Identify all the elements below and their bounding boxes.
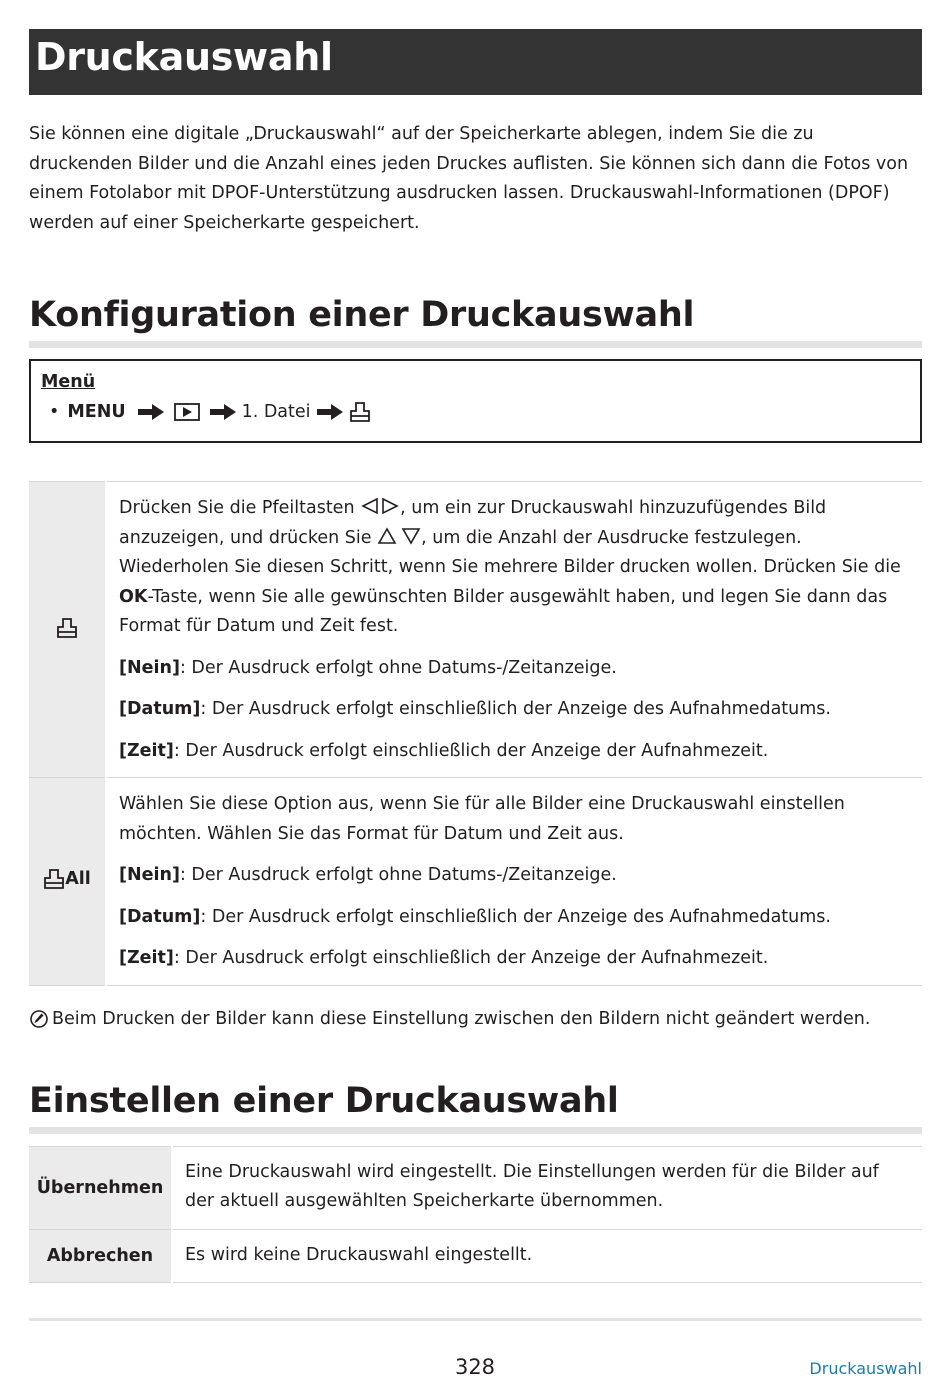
menu-key: MENU bbox=[67, 402, 126, 422]
item-label: [Datum] bbox=[119, 906, 201, 927]
bullet: • bbox=[49, 402, 60, 422]
playback-icon bbox=[174, 403, 200, 421]
item-text: : Der Ausdruck erfolgt einschließlich der Anzeige des Aufnahmedatums. bbox=[200, 699, 831, 719]
item-text: : Der Ausdruck erfolgt einschließlich der Anzeige des Aufnahmedatums. bbox=[200, 906, 831, 927]
note-icon bbox=[29, 1009, 49, 1029]
option-paragraph bbox=[119, 494, 912, 642]
page-title: Druckauswahl bbox=[29, 29, 922, 95]
menu-step: 1. Datei bbox=[241, 402, 311, 422]
text-fragment: , um ein zur Druckauswahl hinzuzufügendes Bild anzuzeigen, und drücken Sie bbox=[119, 498, 827, 548]
left-right-arrows-icon bbox=[360, 497, 400, 515]
item-label: [Nein] bbox=[119, 865, 180, 885]
up-down-arrows-icon bbox=[377, 527, 421, 545]
intro-paragraph: Sie können eine digitale „Druckauswahl“ auf der Speicherkarte ablegen, indem Sie die zu druckenden Bilder und die Anzahl eines jeden Druckes auflisten. Sie können sich dann die Fotos von einem Fotolabor mit DPOF-Unterstützung ausdrucken lassen. Druckauswahl-Informationen (DPOF) werden auf einer Speicherkarte gespeichert. bbox=[29, 124, 909, 233]
option-item bbox=[119, 861, 912, 891]
note bbox=[29, 1009, 922, 1029]
item-label: [Nein] bbox=[119, 657, 180, 678]
menu-label: Menü bbox=[41, 372, 96, 392]
option-item bbox=[119, 695, 912, 725]
table-row bbox=[29, 1146, 922, 1229]
option-paragraph: Wählen Sie diese Option aus, wenn Sie für alle Bilder eine Druckauswahl einstellen möchten. Wählen Sie das Format für Datum und Zeit aus. bbox=[119, 794, 845, 844]
menu-path bbox=[41, 396, 920, 428]
options-table bbox=[29, 481, 922, 986]
item-text: : Der Ausdruck erfolgt ohne Datums-/Zeitanzeige. bbox=[179, 865, 617, 885]
item-label: [Zeit] bbox=[119, 740, 174, 761]
item-label: [Zeit] bbox=[119, 948, 174, 968]
footer-divider bbox=[29, 1318, 922, 1321]
setting-description: Es wird keine Druckauswahl eingestellt. bbox=[172, 1229, 922, 1283]
print-order-icon bbox=[56, 618, 78, 638]
print-order-icon bbox=[349, 402, 371, 422]
item-text: : Der Ausdruck erfolgt einschließlich der Anzeige der Aufnahmezeit. bbox=[173, 740, 769, 761]
text-fragment: Drücken Sie die Pfeiltasten bbox=[119, 498, 361, 518]
item-text: : Der Ausdruck erfolgt ohne Datums-/Zeitanzeige. bbox=[179, 657, 617, 678]
setting-key-apply: Übernehmen bbox=[29, 1146, 172, 1229]
option-item bbox=[119, 944, 912, 974]
text-fragment: , um die Anzahl der Ausdrucke festzulegen. Wiederholen Sie diesen Schritt, wenn Sie mehrere Bilder drucken wollen. Drücken Sie die bbox=[119, 527, 901, 577]
section-heading-configuration: Konfiguration einer Druckauswahl bbox=[29, 293, 922, 348]
arrow-icon bbox=[138, 404, 164, 420]
setting-key-cancel: Abbrechen bbox=[29, 1229, 172, 1283]
option-description bbox=[106, 482, 922, 778]
option-item bbox=[119, 654, 912, 684]
ok-key-label: OK bbox=[119, 586, 148, 607]
setting-description: Eine Druckauswahl wird eingestellt. Die Einstellungen werden für die Bilder auf der aktuell ausgewählten Speicherkarte übernommen. bbox=[172, 1146, 922, 1229]
option-item bbox=[119, 903, 912, 933]
page-number: 328 bbox=[454, 1355, 496, 1379]
option-key-print-order bbox=[29, 482, 106, 778]
table-row bbox=[29, 778, 922, 986]
table-row bbox=[29, 1229, 922, 1283]
section-heading-settings: Einstellen einer Druckauswahl bbox=[29, 1079, 922, 1134]
table-row bbox=[29, 482, 922, 778]
option-key-text: All bbox=[65, 869, 91, 890]
arrow-icon bbox=[317, 404, 343, 420]
item-text: : Der Ausdruck erfolgt einschließlich der Anzeige der Aufnahmezeit. bbox=[173, 948, 769, 968]
menu-path-box bbox=[29, 359, 922, 443]
page bbox=[29, 29, 922, 1283]
settings-table bbox=[29, 1146, 922, 1284]
option-item bbox=[119, 737, 912, 767]
item-label: [Datum] bbox=[119, 699, 201, 719]
arrow-icon bbox=[210, 404, 236, 420]
option-key-print-order-all bbox=[29, 778, 106, 986]
print-order-icon bbox=[43, 869, 65, 889]
note-text: Beim Drucken der Bilder kann diese Einstellung zwischen den Bildern nicht geändert werden. bbox=[52, 1008, 871, 1029]
footer-section-link[interactable]: Druckauswahl bbox=[809, 1359, 922, 1378]
option-description bbox=[106, 778, 922, 986]
text-fragment: -Taste, wenn Sie alle gewünschten Bilder ausgewählt haben, und legen Sie dann das Format für Datum und Zeit fest. bbox=[119, 586, 888, 636]
